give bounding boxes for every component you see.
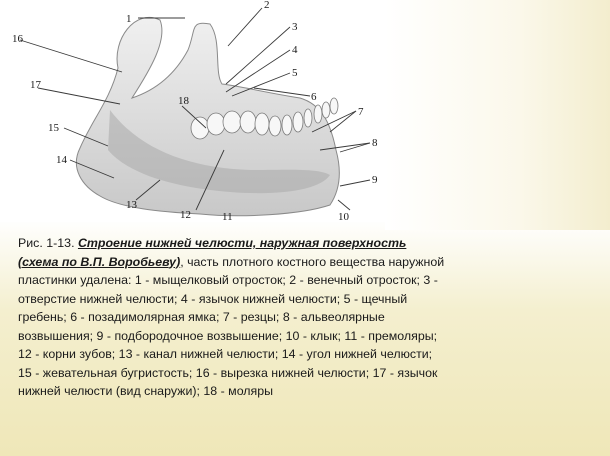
callout-7: 7 xyxy=(358,106,364,118)
callout-6: 6 xyxy=(311,91,317,103)
callout-8: 8 xyxy=(372,137,378,149)
mandible-figure xyxy=(0,0,385,222)
callout-9: 9 xyxy=(372,174,378,186)
callout-2: 2 xyxy=(264,0,270,11)
callout-10: 10 xyxy=(338,211,349,222)
caption-title: Строение нижней челюсти, наружная поверхность (схема по В.П. Воробьеву) xyxy=(18,236,407,269)
caption-body: , часть плотного костного вещества наружной пластинки удалена: 1 - мыщелковый отросток; 2 - венечный отросток; 3 - отверстие нижней челюсти; 4 - язычок нижней челюсти; 5 - щечный гребень; 6 - позадимолярная ямка; 7 - резцы; 8 - альвеолярные возвышения; 9 - подбородочное возвышение; 10 - клык; 11 - премоляры; 12 - корни зубов; 13 - канал нижней челюсти; 14 - угол нижней челюсти; 15 - жевательная бугристость; 16 - вырезка нижней челюсти; 17 - язычок нижней челюсти (вид снаружи); 18 - моляры xyxy=(18,254,445,398)
callout-15: 15 xyxy=(48,122,59,134)
callout-3: 3 xyxy=(292,21,298,33)
mandible-illustration xyxy=(0,0,385,222)
callout-12: 12 xyxy=(180,209,191,221)
callout-11: 11 xyxy=(222,211,233,222)
callout-16: 16 xyxy=(12,33,23,45)
callout-13: 13 xyxy=(126,199,137,211)
figure-caption xyxy=(18,234,448,401)
callout-17: 17 xyxy=(30,79,41,91)
callout-4: 4 xyxy=(292,44,298,56)
caption-prefix: Рис. 1-13. xyxy=(18,236,78,250)
callout-5: 5 xyxy=(292,67,298,79)
callout-18: 18 xyxy=(178,95,189,107)
callout-14: 14 xyxy=(56,154,67,166)
callout-1: 1 xyxy=(126,13,132,25)
slide-background-accent xyxy=(385,0,610,230)
